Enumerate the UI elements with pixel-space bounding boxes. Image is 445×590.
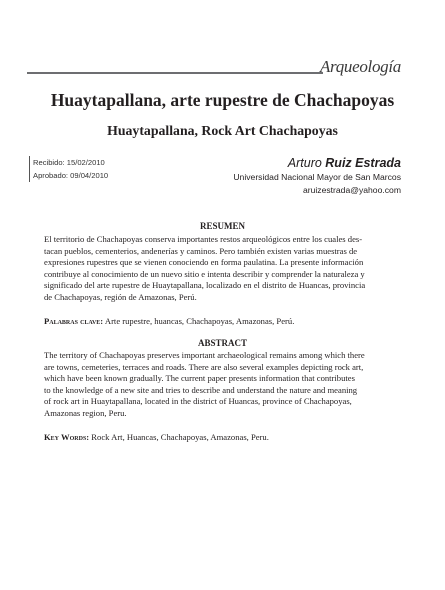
abstract-line: are towns, cemeteries, terraces and roads. There are also several examples depicting rock art, — [44, 361, 364, 372]
abstract-line: which have been known gradually. The current paper presents information that contributes — [44, 373, 355, 384]
resumen-keywords-label: Palabras clave: — [44, 316, 104, 326]
section-rule — [27, 72, 323, 74]
resumen-line: de Chachapoyas, región de Amazonas, Perú. — [44, 291, 197, 302]
abstract-line: of rock art in Huaytapallana, located in the district of Huancas, province of Chachapoyas, — [44, 396, 352, 407]
resumen-body — [44, 234, 400, 303]
resumen-heading: RESUMEN — [199, 221, 245, 231]
abstract-line: Amazonas region, Peru. — [44, 407, 127, 418]
resumen-keywords-text: Arte rupestre, huancas, Chachapoyas, Amazonas, Perú. — [104, 316, 295, 326]
author-email[interactable]: aruizestrada@yahoo.com — [302, 185, 401, 195]
abstract-heading: ABSTRACT — [197, 338, 247, 348]
submission-dates — [29, 156, 108, 182]
section-label: Arqueología — [319, 57, 401, 76]
resumen-line: El territorio de Chachapoyas conserva importantes restos arqueológicos entre los cuales des- — [44, 234, 363, 244]
author-first-name: Arturo — [287, 156, 326, 170]
abstract-keywords-text: Rock Art, Huancas, Chachapoyas, Amazonas, Peru. — [91, 432, 269, 442]
author-affiliation: Universidad Nacional Mayor de San Marcos — [233, 172, 401, 182]
abstract-keywords-label: Key Words: — [44, 432, 90, 442]
abstract-keywords — [44, 431, 400, 443]
author-name — [233, 155, 401, 171]
resumen-line: tacan pueblos, cementerios, andenerías y caminos. Pero también existen varias muestras de — [44, 245, 358, 256]
resumen-keywords — [44, 315, 400, 327]
abstract-line: The territory of Chachapoyas preserves important archaeological remains among which there — [44, 350, 365, 360]
approved-date: Aprobado: 09/04/2010 — [33, 171, 109, 180]
page-title: Huaytapallana, arte rupestre de Chachapoyas — [50, 90, 395, 110]
abstract-body — [44, 350, 400, 419]
abstract-line: to the knowledge of a new site and tries to describe and understand the nature and meaning — [44, 384, 358, 395]
resumen-line: contribuye al conocimiento de un nuevo sitio e intenta describir y comprender la naturaleza y — [44, 268, 365, 279]
resumen-line: expresiones rupestres que se vienen conociendo en forma paulatina. La presente información — [44, 257, 364, 268]
received-date: Recibido: 15/02/2010 — [33, 158, 105, 167]
page-subtitle: Huaytapallana, Rock Art Chachapoyas — [107, 123, 338, 138]
resumen-line: significado del arte rupestre de Huaytapallana, localizado en el distrito de Huancas, provincia — [44, 280, 366, 291]
author-block — [233, 155, 401, 197]
author-last-name: Ruiz Estrada — [325, 156, 401, 170]
